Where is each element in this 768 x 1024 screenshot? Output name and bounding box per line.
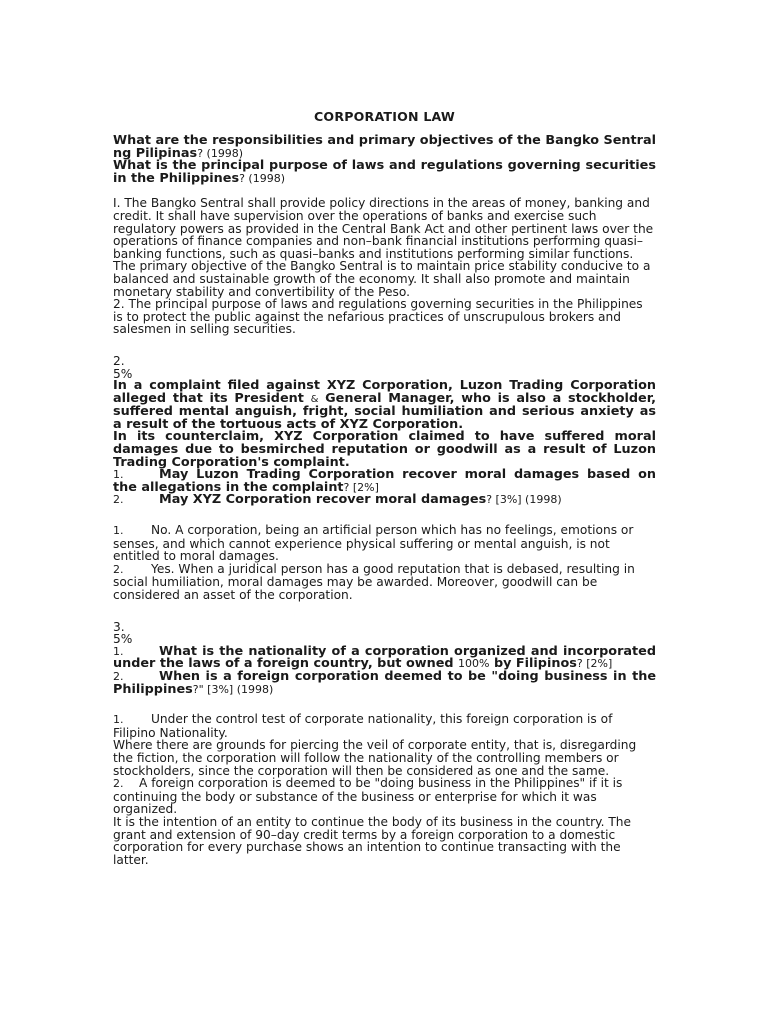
question-1b-line-d: securities in the Philippines [113, 158, 656, 186]
answer-3-item-1b: Where there are grounds for piercing the veil of corporate entity, that is, disregarding the fiction, the corporation will follow the nationality of the controlling members or stockholders, since the corporation will then be considered as one and the same. [113, 738, 637, 778]
answer-3-item-2b: It is the intention of an entity to continue the body of its business in the country. The grant and extension of 90–day credit terms by a foreign corporation to a domestic corporation for every purchase shows an intention to continue transacting with the latter. [113, 814, 632, 867]
question-1b-year: ? (1998) [239, 171, 285, 185]
answer-1-paragraph-2: 2. The principal purpose of laws and regulations governing securities in the Philippines is to protect the public against the nefarious practices of unscrupulous brokers and salesmen in selling securities. [113, 297, 643, 337]
item-number: 1. [113, 524, 124, 538]
item-number: 1. [113, 713, 124, 727]
item-number: 2. [113, 669, 124, 683]
answer-3-item-1-text: Under the control test of corporate nationality, this foreign corporation is of Filipino Nationality. [113, 712, 613, 740]
question-3-number: 3. [113, 619, 125, 634]
answer-3-item-1 [113, 713, 656, 739]
question-2-complaint-a: In a complaint filed against XYZ Corporation [113, 378, 448, 394]
answer-2-item-1 [113, 524, 656, 563]
question-1a-line-a: What are the responsibilities and primary objectives of the Bangko [113, 133, 599, 148]
answer-2-item-1-text: No. A corporation, being an artificial person which has no feelings, emotions or senses, and which cannot experience physical suffering or mental anguish, is not entitled to moral damages. [113, 523, 634, 564]
answer-2-item-2-text: Yes. When a juridical person has a good reputation that is debased, resulting in social humiliation, moral damages may be awarded. Moreover, goodwill can be considered an asset of the corporation. [113, 561, 635, 602]
question-2-item-2-points: ? [3%] (1998) [486, 493, 562, 507]
ampersand: & [310, 393, 319, 405]
question-3-item-1 [113, 643, 656, 672]
question-3-item-2-points: ?" [3%] (1998) [192, 682, 274, 696]
answer-3-item-2 [113, 777, 656, 816]
question-2-item-1-points: ? [2%] [343, 480, 379, 494]
spacer [113, 336, 656, 355]
question-1b [113, 160, 656, 185]
question-3-item-2-text: When is a foreign corporation deemed to be "doing business in the Philippines [113, 668, 656, 697]
spacer [113, 602, 656, 621]
spacer [113, 696, 656, 713]
question-2-complaint-b: , Luzon Trading Corporation alleged that its President [113, 378, 656, 406]
question-1b-line-c: What is the principal purpose of laws and regulations governing [113, 158, 581, 174]
question-3-item-2 [113, 668, 656, 697]
question-2-item-1-text: May Luzon Trading Corporation recover moral damages based on the allegations in the complaint [113, 467, 656, 495]
item-number: 1. [113, 644, 124, 658]
document-title: CORPORATION LAW [313, 109, 456, 124]
question-3-item-1-points: ? [2%] [576, 657, 613, 671]
question-2-percent: 5% [113, 366, 133, 381]
question-2-complaint [113, 380, 656, 431]
spacer [113, 507, 656, 524]
question-2-number: 2. [113, 353, 125, 368]
question-2-item-1 [113, 469, 656, 494]
question-3-item-1-percent: 100% [458, 657, 490, 671]
answer-1-paragraph-1: I. The Bangko Sentral shall provide policy directions in the areas of money, banking and credit. It shall have supervision over the operations of banks and exercise such regulatory powers as provided in the Central Bank Act and other pertinent laws over the operations of finance companies and non–bank financial institutions performing quasi–banking functions, such as quasi–banks and institutions performing similar functions. The primary objective of the Bangko Sentral is to maintain price stability conducive to a balanced and sustainable growth of the economy. It shall also promote and maintain monetary stability and convertibility of the Peso. [113, 196, 654, 299]
question-2-item-2 [113, 494, 656, 507]
question-3-percent: 5% [113, 632, 133, 647]
document-page [113, 109, 656, 866]
answer-3-item-2-text: A foreign corporation is deemed to be "doing business in the Philippines" if it is continuing the body or substance of the business or enterprise for which it was organized. [113, 776, 623, 817]
item-number: 2. [113, 777, 124, 791]
question-2-counterclaim: In its counterclaim, XYZ Corporation claimed to have suffered moral damages due to besmirched reputation or goodwill as a result of Luzon Trading Corporation's complaint. [113, 429, 656, 470]
question-1a [113, 135, 656, 160]
question-2-complaint-c: General Manager, who is also a stockholder, suffered mental anguish, fright, social humiliation and serious anxiety as a result of the tortuous acts of XYZ Corporation. [113, 390, 657, 432]
item-number: 2. [113, 562, 124, 576]
item-number: 1. [113, 468, 124, 482]
question-1a-year: ? (1998) [197, 146, 244, 160]
question-2-item-2-text: May XYZ Corporation recover moral damages [159, 492, 487, 508]
item-number: 2. [113, 493, 124, 507]
question-1a-line-b: Sentral ng Pilipinas [113, 133, 656, 161]
question-3-item-1-text-b: by Filipinos [489, 656, 577, 672]
question-3-item-1-text-a: What is the nationality of a corporation organized and incorporated under the laws of a foreign country, but owned [113, 643, 656, 672]
answer-2-item-2 [113, 563, 656, 602]
